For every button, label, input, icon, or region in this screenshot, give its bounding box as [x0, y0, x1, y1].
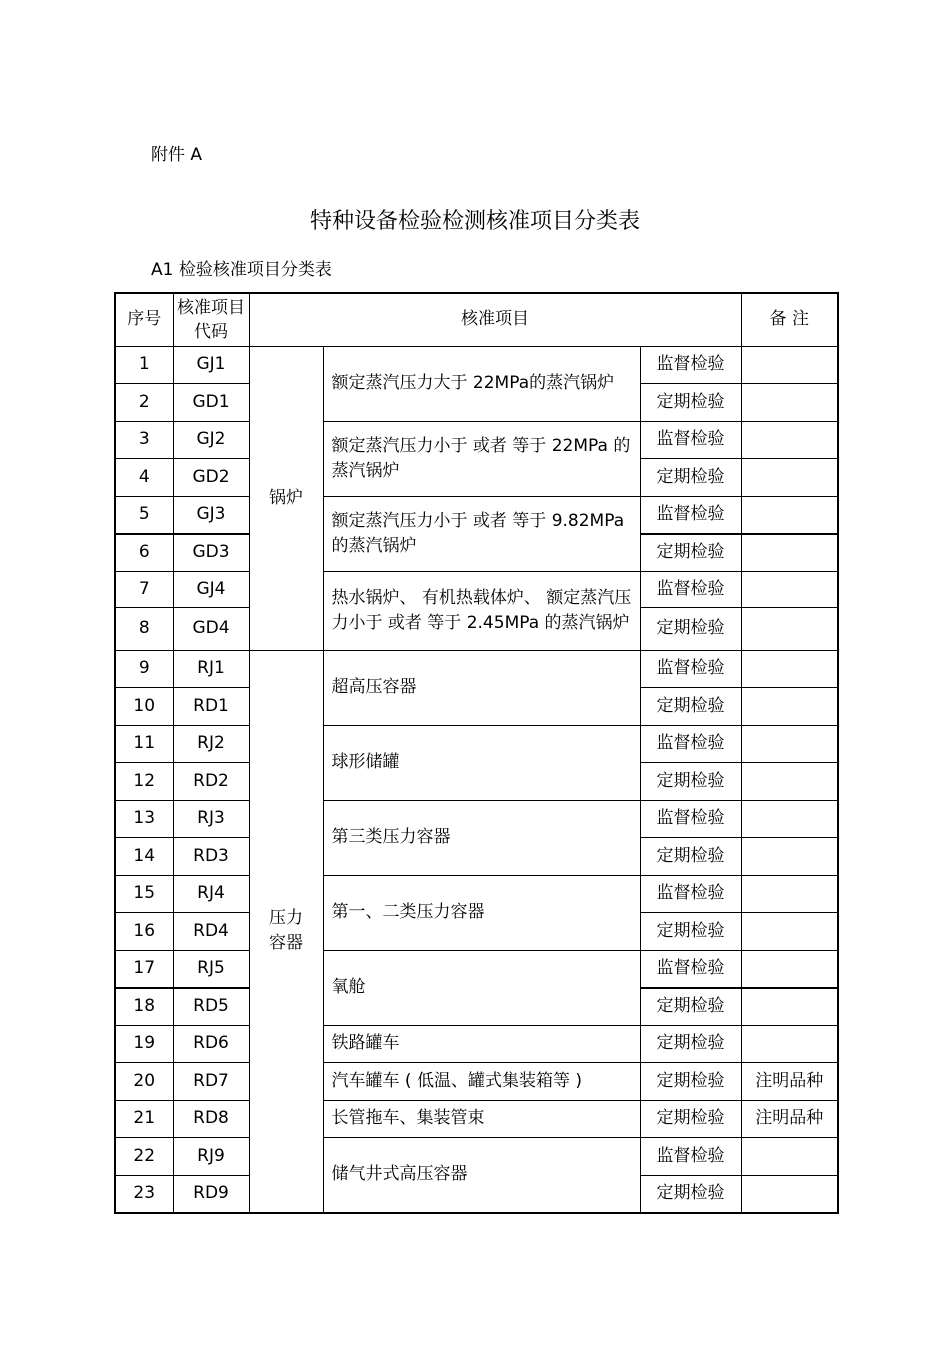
row-code: RD1: [173, 688, 249, 726]
row-note: [741, 384, 838, 422]
item-desc: 额定蒸汽压力小于 或者 等于 22MPa 的蒸汽锅炉: [323, 421, 640, 496]
item-desc: 长管拖车、集装管束: [323, 1100, 640, 1138]
row-note: [741, 607, 838, 650]
table-row: [115, 1063, 838, 1101]
row-type: 监督检验: [640, 571, 741, 607]
row-code: RJ2: [173, 725, 249, 763]
row-type: 定期检验: [640, 607, 741, 650]
row-code: GJ3: [173, 496, 249, 534]
row-note: [741, 988, 838, 1026]
category-boiler: 锅炉: [249, 346, 323, 650]
row-seq: 17: [115, 950, 173, 988]
row-code: RJ5: [173, 950, 249, 988]
row-code: RJ3: [173, 800, 249, 838]
row-seq: 9: [115, 650, 173, 688]
row-note: [741, 534, 838, 572]
row-type: 定期检验: [640, 988, 741, 1026]
row-type: 定期检验: [640, 1175, 741, 1213]
item-desc: 额定蒸汽压力小于 或者 等于 9.82MPa 的蒸汽锅炉: [323, 496, 640, 571]
row-seq: 23: [115, 1175, 173, 1213]
row-type: 定期检验: [640, 1100, 741, 1138]
row-type: 监督检验: [640, 800, 741, 838]
row-type: 定期检验: [640, 534, 741, 572]
item-desc: 汽车罐车 ( 低温、罐式集装箱等 ): [323, 1063, 640, 1101]
table-row: [115, 1025, 838, 1063]
row-note: [741, 1025, 838, 1063]
item-desc: 热水锅炉、 有机热载体炉、 额定蒸汽压力小于 或者 等于 2.45MPa 的蒸汽锅炉: [323, 571, 640, 650]
row-type: 监督检验: [640, 496, 741, 534]
row-code: RD3: [173, 838, 249, 876]
row-type: 监督检验: [640, 421, 741, 459]
row-note: [741, 346, 838, 384]
row-code: RD4: [173, 913, 249, 951]
item-desc: 储气井式高压容器: [323, 1138, 640, 1213]
row-code: RD9: [173, 1175, 249, 1213]
row-note: [741, 800, 838, 838]
table-row: [115, 496, 838, 534]
table-row: [115, 875, 838, 913]
row-code: RJ9: [173, 1138, 249, 1176]
header-note: 备 注: [741, 293, 838, 346]
table-row: [115, 1138, 838, 1176]
category-vessel: 压力容器: [249, 650, 323, 1213]
table-row: [115, 571, 838, 607]
table-row: [115, 725, 838, 763]
table-row: [115, 346, 838, 384]
row-seq: 13: [115, 800, 173, 838]
row-type: 监督检验: [640, 1138, 741, 1176]
row-note: [741, 913, 838, 951]
row-type: 定期检验: [640, 763, 741, 801]
row-type: 监督检验: [640, 650, 741, 688]
classification-table: [114, 292, 839, 1214]
item-desc: 铁路罐车: [323, 1025, 640, 1063]
row-note: [741, 1138, 838, 1176]
row-note: [741, 1175, 838, 1213]
row-seq: 3: [115, 421, 173, 459]
row-type: 监督检验: [640, 725, 741, 763]
header-seq: 序号: [115, 293, 173, 346]
row-code: RJ1: [173, 650, 249, 688]
row-note: [741, 875, 838, 913]
row-code: RD6: [173, 1025, 249, 1063]
table-row: [115, 650, 838, 688]
row-code: GJ2: [173, 421, 249, 459]
row-code: GD4: [173, 607, 249, 650]
row-type: 监督检验: [640, 346, 741, 384]
row-seq: 7: [115, 571, 173, 607]
row-seq: 22: [115, 1138, 173, 1176]
row-note: [741, 950, 838, 988]
row-seq: 8: [115, 607, 173, 650]
header-item: 核准项目: [249, 293, 741, 346]
row-note: [741, 459, 838, 497]
row-note: [741, 650, 838, 688]
row-note: [741, 571, 838, 607]
row-type: 定期检验: [640, 1025, 741, 1063]
table-row: [115, 421, 838, 459]
row-seq: 21: [115, 1100, 173, 1138]
row-code: GJ1: [173, 346, 249, 384]
page-title: 特种设备检验检测核准项目分类表: [309, 209, 640, 234]
row-seq: 10: [115, 688, 173, 726]
row-type: 定期检验: [640, 1063, 741, 1101]
row-seq: 1: [115, 346, 173, 384]
row-type: 定期检验: [640, 459, 741, 497]
row-type: 定期检验: [640, 688, 741, 726]
row-code: RD2: [173, 763, 249, 801]
row-seq: 12: [115, 763, 173, 801]
row-seq: 18: [115, 988, 173, 1026]
row-code: RD8: [173, 1100, 249, 1138]
row-code: GJ4: [173, 571, 249, 607]
table-caption: A1 检验核准项目分类表: [151, 260, 332, 280]
item-desc: 超高压容器: [323, 650, 640, 725]
table-row: [115, 950, 838, 988]
row-code: GD2: [173, 459, 249, 497]
row-seq: 16: [115, 913, 173, 951]
row-note: 注明品种: [741, 1100, 838, 1138]
row-seq: 4: [115, 459, 173, 497]
row-seq: 2: [115, 384, 173, 422]
row-seq: 11: [115, 725, 173, 763]
row-seq: 5: [115, 496, 173, 534]
item-desc: 第三类压力容器: [323, 800, 640, 875]
row-note: [741, 688, 838, 726]
row-code: RD5: [173, 988, 249, 1026]
row-code: RJ4: [173, 875, 249, 913]
item-desc: 氧舱: [323, 950, 640, 1025]
row-seq: 6: [115, 534, 173, 572]
item-desc: 额定蒸汽压力大于 22MPa的蒸汽锅炉: [323, 346, 640, 421]
row-note: 注明品种: [741, 1063, 838, 1101]
table-row: [115, 1100, 838, 1138]
item-desc: 球形储罐: [323, 725, 640, 800]
row-note: [741, 421, 838, 459]
table-row: [115, 800, 838, 838]
row-note: [741, 763, 838, 801]
row-note: [741, 496, 838, 534]
row-type: 定期检验: [640, 384, 741, 422]
row-note: [741, 725, 838, 763]
item-desc: 第一、二类压力容器: [323, 875, 640, 950]
row-seq: 20: [115, 1063, 173, 1101]
row-code: GD1: [173, 384, 249, 422]
row-code: RD7: [173, 1063, 249, 1101]
row-seq: 14: [115, 838, 173, 876]
row-type: 定期检验: [640, 838, 741, 876]
row-seq: 19: [115, 1025, 173, 1063]
row-code: GD3: [173, 534, 249, 572]
row-type: 定期检验: [640, 913, 741, 951]
row-type: 监督检验: [640, 950, 741, 988]
attachment-label: 附件 A: [151, 145, 203, 165]
header-row: [115, 293, 838, 346]
header-code: 核准项目代码: [173, 293, 249, 346]
row-type: 监督检验: [640, 875, 741, 913]
row-seq: 15: [115, 875, 173, 913]
row-note: [741, 838, 838, 876]
